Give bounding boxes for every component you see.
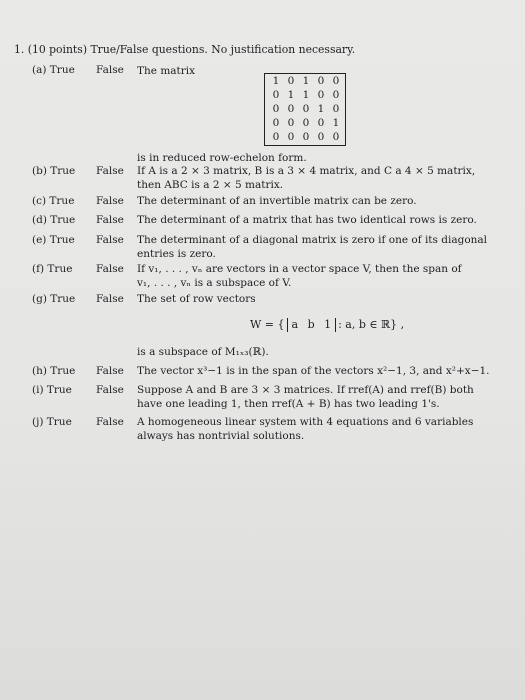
matrix-entry: 0 [317, 89, 325, 101]
matrix-entry: 0 [317, 131, 325, 143]
matrix-entry: 0 [317, 75, 325, 87]
matrix-entry: 0 [332, 75, 340, 87]
matrix-entry: 0 [332, 89, 340, 101]
formula-row-vector: a b 1 [287, 318, 337, 332]
item-g-text-cont: is a subspace of M₁ₓ₃(ℝ). [137, 346, 269, 358]
matrix-entry: 0 [287, 103, 295, 115]
item-f-text: If v₁, . . . , vₙ are vectors in a vector space V, then the span of [137, 263, 462, 275]
item-b-text: If A is a 2 × 3 matrix, B is a 3 × 4 matrix, and C a 4 × 5 matrix, [137, 165, 476, 177]
item-h-false: False [96, 365, 124, 377]
item-d-false: False [96, 214, 124, 226]
item-j-true: (j) True [32, 416, 72, 428]
matrix-entry: 0 [272, 103, 280, 115]
problem-title: 1. (10 points) True/False questions. No justification necessary. [14, 43, 356, 56]
matrix-entry: 0 [332, 131, 340, 143]
matrix-entry: 1 [287, 89, 295, 101]
matrix-entry: 0 [287, 117, 295, 129]
matrix-entry: 1 [317, 103, 325, 115]
item-i-text: Suppose A and B are 3 × 3 matrices. If rref(A) and rref(B) both [137, 384, 474, 396]
matrix-entry: 0 [272, 131, 280, 143]
item-b-true: (b) True [32, 165, 76, 177]
item-b-false: False [96, 165, 124, 177]
formula-rhs: : a, b ∈ ℝ} , [338, 318, 405, 331]
matrix-entry: 0 [287, 131, 295, 143]
matrix-entry: 1 [332, 117, 340, 129]
item-e-false: False [96, 234, 124, 246]
item-j-text-cont: always has nontrivial solutions. [137, 430, 305, 442]
matrix-entry: 0 [302, 131, 310, 143]
item-a-text-cont: is in reduced row-echelon form. [137, 152, 307, 164]
matrix-entry: 0 [317, 117, 325, 129]
rref-matrix [264, 73, 346, 146]
item-j-false: False [96, 416, 124, 428]
item-j-text: A homogeneous linear system with 4 equations and 6 variables [137, 416, 474, 428]
matrix-row [271, 102, 341, 116]
item-c-text: The determinant of an invertible matrix can be zero. [137, 195, 417, 207]
matrix-entry: 1 [302, 75, 310, 87]
item-d-true: (d) True [32, 214, 76, 226]
item-i-false: False [96, 384, 124, 396]
item-b-text-cont: then ABC is a 2 × 5 matrix. [137, 179, 284, 191]
item-g-false: False [96, 293, 124, 305]
item-f-false: False [96, 263, 124, 275]
item-g-text: The set of row vectors [137, 293, 256, 305]
matrix-row [271, 116, 341, 130]
formula-lhs: W = { [250, 318, 285, 331]
item-d-text: The determinant of a matrix that has two identical rows is zero. [137, 214, 477, 226]
matrix-entry: 0 [332, 103, 340, 115]
item-a-false: False [96, 64, 124, 76]
matrix-entry: 0 [272, 117, 280, 129]
item-i-text-cont: have one leading 1, then rref(A + B) has two leading 1's. [137, 398, 440, 410]
matrix-entry: 0 [272, 89, 280, 101]
item-e-text-cont: entries is zero. [137, 248, 216, 260]
item-f-true: (f) True [32, 263, 73, 275]
item-i-true: (i) True [32, 384, 72, 396]
item-e-true: (e) True [32, 234, 75, 246]
matrix-entry: 0 [302, 103, 310, 115]
matrix-row [271, 74, 341, 88]
item-c-true: (c) True [32, 195, 75, 207]
item-a-true: (a) True [32, 64, 75, 76]
set-formula [250, 318, 404, 332]
matrix-row [271, 130, 341, 144]
matrix-row [271, 88, 341, 102]
item-e-text: The determinant of a diagonal matrix is zero if one of its diagonal [137, 234, 488, 246]
item-g-true: (g) True [32, 293, 76, 305]
matrix-entry: 1 [302, 89, 310, 101]
matrix-entry: 0 [287, 75, 295, 87]
item-h-true: (h) True [32, 365, 76, 377]
matrix-entry: 0 [302, 117, 310, 129]
item-f-text-cont: v₁, . . . , vₙ is a subspace of V. [137, 277, 292, 289]
item-c-false: False [96, 195, 124, 207]
item-h-text: The vector x³−1 is in the span of the vectors x²−1, 3, and x²+x−1. [137, 365, 490, 377]
item-a-text: The matrix [137, 65, 196, 77]
matrix-entry: 1 [272, 75, 280, 87]
